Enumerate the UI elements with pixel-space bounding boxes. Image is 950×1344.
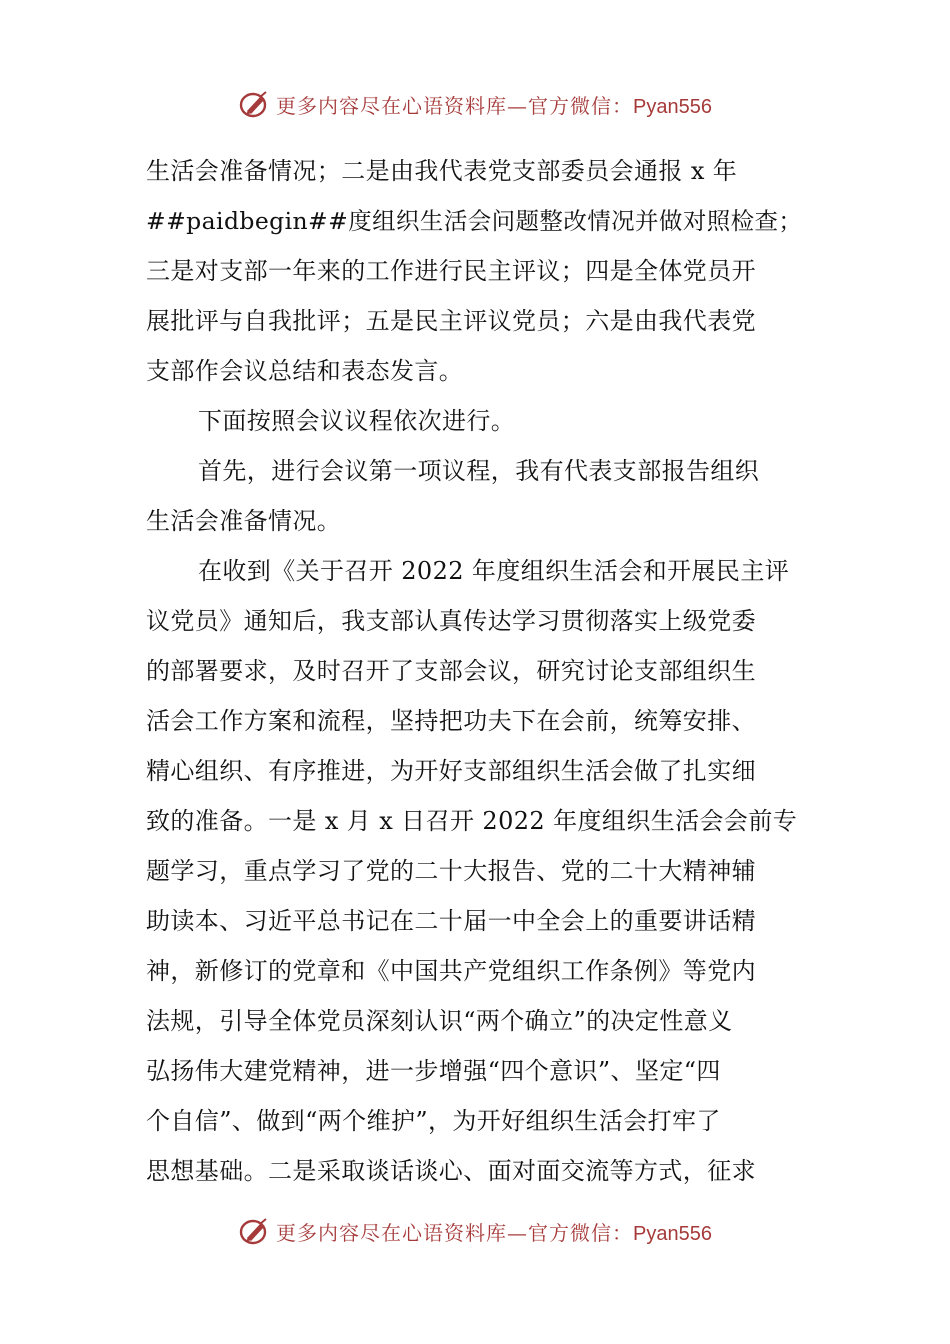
text-line: 生活会准备情况；二是由我代表党支部委员会通报 x 年: [146, 157, 738, 185]
text-line: 首先，进行会议第一项议程，我有代表支部报告组织: [198, 457, 760, 485]
text-line: 弘扬伟大建党精神，进一步增强“四个意识”、坚定“四: [146, 1057, 721, 1085]
text-line: 议党员》通知后，我支部认真传达学习贯彻落实上级党委: [146, 607, 756, 635]
footer-wechat-id: Pyan556: [633, 1222, 712, 1245]
text-line: 的部署要求，及时召开了支部会议，研究讨论支部组织生: [146, 657, 756, 685]
text-line: 在收到《关于召开 2022 年度组织生活会和开展民主评: [198, 557, 790, 585]
header-banner-text: 更多内容尽在心语资料库—官方微信：Pyan556: [276, 93, 712, 118]
text-line: 展批评与自我批评；五是民主评议党员；六是由我代表党: [146, 307, 756, 335]
text-line: 支部作会议总结和表态发言。: [146, 357, 464, 385]
text-line: 三是对支部一年来的工作进行民主评议；四是全体党员开: [146, 257, 756, 285]
text-line: 活会工作方案和流程，坚持把功夫下在会前，统筹安排、: [146, 707, 756, 735]
pen-logo-icon: [238, 1216, 272, 1246]
text-line: 思想基础。二是采取谈话谈心、面对面交流等方式，征求: [146, 1157, 756, 1185]
text-line: 神，新修订的党章和《中国共产党组织工作条例》等党内: [146, 957, 756, 985]
text-line: 生活会准备情况。: [146, 507, 342, 535]
text-line: 题学习，重点学习了党的二十大报告、党的二十大精神辅: [146, 857, 756, 885]
footer-banner-text: 更多内容尽在心语资料库—官方微信：Pyan556: [276, 1220, 712, 1245]
text-line: 下面按照会议议程依次进行。: [198, 407, 516, 435]
header-wechat-id: Pyan556: [633, 95, 712, 118]
text-line: 助读本、习近平总书记在二十届一中全会上的重要讲话精: [146, 907, 756, 935]
document-body: [146, 146, 808, 1196]
text-line: 法规，引导全体党员深刻认识“两个确立”的决定性意义: [146, 1007, 733, 1035]
text-line: 个自信”、做到“两个维护”，为开好组织生活会打牢了: [146, 1107, 721, 1135]
pen-logo-icon: [238, 89, 272, 119]
text-line: 精心组织、有序推进，为开好支部组织生活会做了扎实细: [146, 757, 756, 785]
text-line: 致的准备。一是 x 月 x 日召开 2022 年度组织生活会会前专: [146, 807, 798, 835]
text-line: ##paidbegin##度组织生活会问题整改情况并做对照检查；: [146, 207, 803, 235]
footer-banner: [0, 1211, 950, 1251]
header-banner: [0, 84, 950, 124]
